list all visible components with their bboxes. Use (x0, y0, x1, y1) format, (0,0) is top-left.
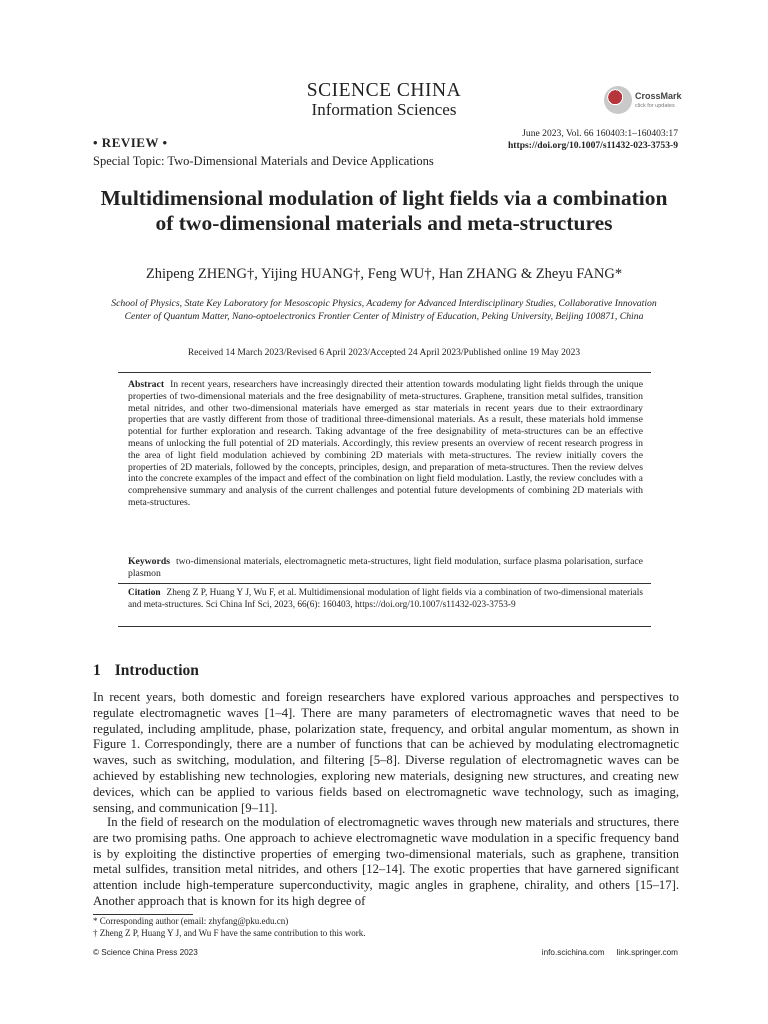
footer-link-scichina[interactable]: info.scichina.com (541, 948, 605, 957)
copyright: © Science China Press 2023 (93, 948, 198, 957)
issue-line: June 2023, Vol. 66 160403:1–160403:17 (522, 128, 678, 139)
citation-label: Citation (128, 588, 161, 598)
abstract-label: Abstract (128, 379, 165, 390)
doi-link[interactable]: https://doi.org/10.1007/s11432-023-3753-9 (507, 140, 678, 151)
special-topic: Special Topic: Two-Dimensional Materials and Device Applications (93, 154, 434, 168)
intro-paragraph-2: In the field of research on the modulation of electromagnetic waves through new materials and structures, there are two promising paths. One approach to achieve electromagnetic wave modulation in a specific frequency band is by exploiting the distinctive properties of emerging two-dimensional materials, such as graphene, transition metal sulfides, transition metal nitrides, and others [12–14]. The exotic properties that have garnered significant attention include high-temperature superconductivity, magic angles in graphene, chirality, and others [15–17]. Another approach that is known for its high degree of (93, 815, 679, 908)
abstract (128, 379, 643, 509)
section-title: Introduction (114, 662, 199, 679)
affiliation: School of Physics, State Key Laboratory for Mesoscopic Physics, Academy for Advanced Interdisciplinary Studies, Collaborative Innovation Center of Quantum Matter, Nano-optoelectronics Frontier Center of Ministry of Education, Peking University, Beijing 100871, China (111, 298, 657, 322)
footnote-corresponding: * Corresponding author (email: zhyfang@pku.edu.cn) (93, 916, 289, 926)
footer-links (542, 948, 678, 957)
crossmark-badge[interactable] (604, 86, 694, 118)
keywords-label: Keywords (128, 556, 170, 567)
citation-top-rule (118, 583, 651, 584)
citation (128, 588, 643, 612)
article-type-label: • REVIEW • (93, 135, 168, 150)
crossmark-sublabel: click for updates (635, 103, 675, 109)
intro-paragraph-1: In recent years, both domestic and foreign researchers have explored various approaches and perspectives to regulate electromagnetic waves [1–4]. There are many parameters of electromagnetic waves that need to be regulated, including amplitude, phase, polarization state, frequency, and orbital angular momentum, as shown in Figure 1. Correspondingly, there are a number of functions that can be achieved by modulating electromagnetic waves, such as switching, modulation, and filtering [5–8]. Diverse regulation of electromagnetic waves can be achieved by establishing new technologies, exploring new materials, designing new structures, and creating new devices, which can be applied to various fields based on electromagnetic wave technology, such as imaging, sensing, and communication [9–11]. (93, 690, 679, 815)
section-heading (93, 662, 199, 680)
footnote-rule (93, 914, 193, 915)
crossmark-icon (604, 86, 632, 114)
crossmark-label: CrossMark (635, 91, 682, 101)
journal-name: SCIENCE CHINA (306, 80, 462, 101)
keywords (128, 556, 643, 580)
citation-text: Zheng Z P, Huang Y J, Wu F, et al. Multidimensional modulation of light fields via a combination of two-dimensional materials and meta-structures. Sci China Inf Sci, 2023, 66(6): 160403, https://doi.org/10.1007/s11432-023-3753-9 (128, 588, 643, 610)
footer-link-springer[interactable]: link.springer.com (616, 948, 678, 957)
article-title: Multidimensional modulation of light fields via a combination of two-dimensional materials and meta-structures (100, 186, 668, 235)
author-list: Zhipeng ZHENG†, Yijing HUANG†, Feng WU†, Han ZHANG & Zheyu FANG* (145, 266, 623, 282)
keywords-text: two-dimensional materials, electromagnetic meta-structures, light field modulation, surface plasma polarisation, surface plasmon (128, 556, 643, 579)
abstract-text: In recent years, researchers have increasingly directed their attention towards modulating light fields through the unique properties of two-dimensional materials and the free designability of meta-structures. Graphene, transition metal sulfides, transition metal nitrides, and other two-dimensional materials have emerged as star materials in recent years due to their extraordinary properties that are vastly different from those of traditional three-dimensional materials. As a result, these materials hold immense potential for further exploration and research. Taking advantage of the free designability of meta-structures can be an effective means of unlocking the full potential of 2D materials. Accordingly, this review presents an overview of recent research progress in the area of light field modulation achieved by combining 2D materials with meta-structures. The review initially covers the properties of 2D materials, followed by the concepts, principles, design, and preparation of meta-structures. Then the review delves into the concrete examples of the impact and effect of the combination on light field modulation. Lastly, the review concludes with a comprehensive summary and analysis of the current challenges and potential future developments of combining 2D materials with meta-structures. (128, 379, 643, 508)
issue-meta (508, 128, 678, 152)
footnote-equal-contribution: † Zheng Z P, Huang Y J, and Wu F have the same contribution to this work. (93, 928, 366, 938)
section-number: 1 (93, 662, 101, 679)
publication-dates: Received 14 March 2023/Revised 6 April 2023/Accepted 24 April 2023/Published online 19 May 2023 (187, 348, 581, 358)
abstract-bottom-rule (118, 626, 651, 627)
abstract-top-rule (118, 372, 651, 373)
journal-section: Information Sciences (311, 100, 457, 119)
